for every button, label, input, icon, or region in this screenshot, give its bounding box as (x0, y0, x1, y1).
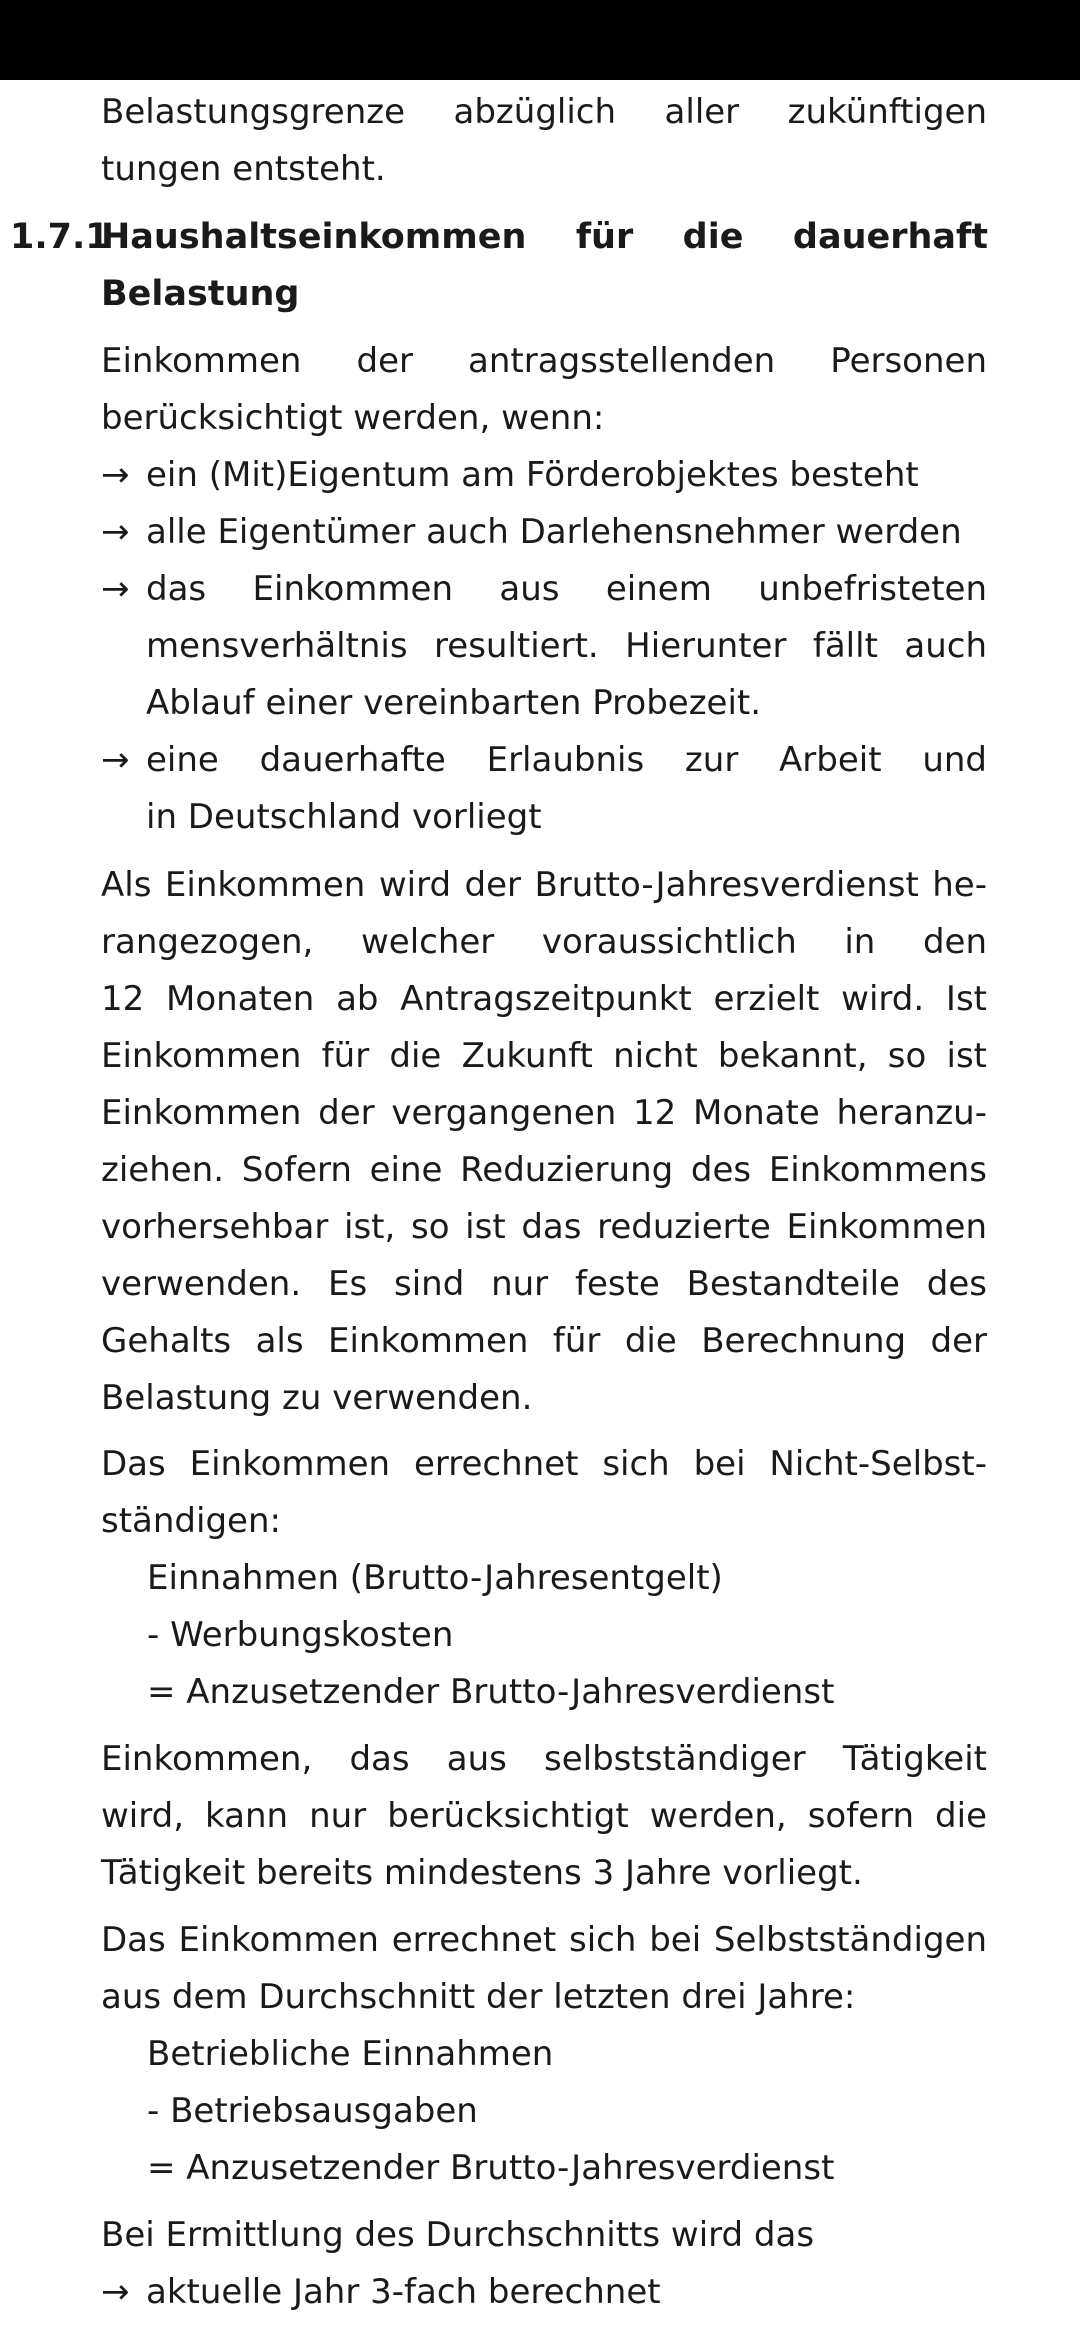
arrow-icon: → (101, 455, 130, 495)
arrow-icon: → (101, 569, 130, 609)
text-line: tungen entsteht. (101, 149, 386, 189)
text-line: Belastung zu verwenden. (101, 1378, 533, 1418)
calculation-self-employed (147, 2026, 987, 2197)
text-line: Belastungsgrenze abzüglich aller zukünftigen (101, 92, 987, 132)
text-line: in Deutschland vorliegt (146, 797, 542, 837)
text-line: verwenden. Es sind nur feste Bestandteile des (101, 1264, 987, 1304)
text-line: Einkommen, das aus selbstständiger Tätigkeit (101, 1739, 987, 1779)
text-line: vorhersehbar ist, so ist das reduzierte Einkommen (101, 1207, 987, 1247)
paragraph-self-employed-condition (101, 1731, 987, 1902)
text-line: ein (Mit)Eigentum am Förderobjektes besteht (146, 455, 919, 495)
text-line: Gehalts als Einkommen für die Berechnung der (101, 1321, 987, 1361)
status-bar (0, 0, 1080, 80)
paragraph-average (101, 2207, 987, 2264)
text-line: Bei Ermittlung des Durchschnitts wird das (101, 2215, 815, 2255)
text-line: aktuelle Jahr 3-fach berechnet (146, 2272, 661, 2312)
paragraph-employees (101, 1436, 987, 1550)
heading-line: Haushaltseinkommen für die dauerhaft (101, 217, 988, 257)
text-line: rangezogen, welcher voraussichtlich in den (101, 922, 987, 962)
text-line: Das Einkommen errechnet sich bei Nicht-Selbst- (101, 1444, 987, 1484)
text-line: eine dauerhafte Erlaubnis zur Arbeit und (146, 740, 987, 780)
paragraph-intro (101, 333, 987, 447)
arrow-icon: → (101, 512, 130, 552)
text-line: Tätigkeit bereits mindestens 3 Jahre vorliegt. (101, 1853, 863, 1893)
text-line: das Einkommen aus einem unbefristeten (146, 569, 987, 609)
text-line: 12 Monaten ab Antragszeitpunkt erzielt wird. Ist (101, 979, 987, 1019)
text-line: berücksichtigt werden, wenn: (101, 398, 605, 438)
text-line: alle Eigentümer auch Darlehensnehmer werden (146, 512, 962, 552)
text-line: Das Einkommen errechnet sich bei Selbstständigen (101, 1920, 987, 1960)
text-line: Ablauf einer vereinbarten Probezeit. (146, 683, 762, 723)
paragraph-continuation (101, 84, 987, 198)
heading-line: Belastung (101, 274, 300, 314)
text-line: mensverhältnis resultiert. Hierunter fällt auch (146, 626, 987, 666)
arrow-icon: → (101, 2272, 130, 2312)
text-line: Einkommen für die Zukunft nicht bekannt, so ist (101, 1036, 987, 1076)
text-line: ständigen: (101, 1501, 281, 1541)
text-line: aus dem Durchschnitt der letzten drei Jahre: (101, 1977, 856, 2017)
text-line: Einkommen der antragsstellenden Personen (101, 341, 987, 381)
calc-line: - Betriebsausgaben (147, 2091, 478, 2131)
text-line: ziehen. Sofern eine Reduzierung des Einkommens (101, 1150, 987, 1190)
text-line: Einkommen der vergangenen 12 Monate heranzu- (101, 1093, 987, 1133)
paragraph-income-definition (101, 857, 987, 1427)
text-line: Als Einkommen wird der Brutto-Jahresverdienst he- (101, 865, 987, 905)
paragraph-self-employed (101, 1912, 987, 2026)
calc-line: - Werbungskosten (147, 1615, 454, 1655)
arrow-icon: → (101, 740, 130, 780)
text-line: wird, kann nur berücksichtigt werden, sofern die (101, 1796, 987, 1836)
calc-line: Einnahmen (Brutto-Jahresentgelt) (147, 1558, 723, 1598)
calc-line: = Anzusetzender Brutto-Jahresverdienst (147, 1672, 835, 1712)
section-number: 1.7.1 (10, 217, 110, 257)
calculation-employees (147, 1550, 987, 1721)
calc-line: Betriebliche Einnahmen (147, 2034, 554, 2074)
calc-line: = Anzusetzender Brutto-Jahresverdienst (147, 2148, 835, 2188)
